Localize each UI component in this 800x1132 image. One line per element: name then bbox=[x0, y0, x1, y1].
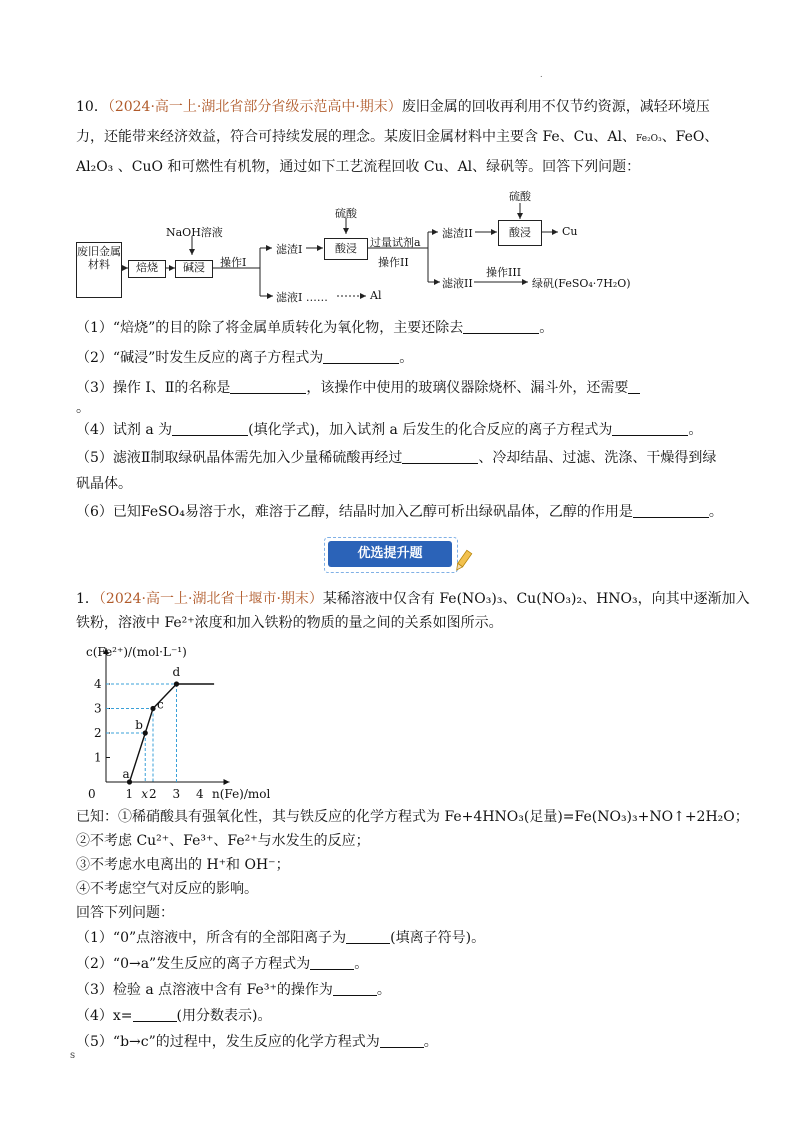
green-vitriol-label: 绿矾(FeSO₄·7H₂O) bbox=[532, 277, 631, 290]
q1-known-3: ③不考虑水电离出的 H⁺和 OH⁻； bbox=[76, 857, 290, 873]
acid-leach-1-box: 酸浸 bbox=[324, 238, 368, 260]
answer-blank[interactable] bbox=[633, 503, 709, 518]
x-tick-label: 1 bbox=[125, 787, 134, 800]
q10-part-5-cont: 矾晶体。 bbox=[76, 476, 132, 492]
q1-sub-3: （3）检验 a 点溶液中含有 Fe³⁺的操作为 。 bbox=[76, 982, 391, 998]
filtrate-2-label: 滤液II bbox=[442, 277, 473, 290]
operation-2-label: 操作II bbox=[378, 256, 409, 269]
answer-blank[interactable] bbox=[628, 379, 640, 394]
x-tick-label: 0 bbox=[88, 787, 96, 800]
q1-intro-line-2: 铁粉，溶液中 Fe²⁺浓度和加入铁粉的物质的量之间的关系如图所示。 bbox=[76, 615, 503, 631]
q1-number: 1． bbox=[76, 591, 99, 607]
answer-blank[interactable] bbox=[310, 955, 354, 970]
alkali-leach-box: 碱浸 bbox=[175, 260, 213, 278]
q1-known-2: ②不考虑 Cu²⁺、Fe³⁺、Fe²⁺与水发生的反应； bbox=[76, 833, 370, 849]
y-axis-title: c(Fe²⁺)/(mol·L⁻¹) bbox=[86, 645, 187, 659]
sulfuric-acid-1-label: 硫酸 bbox=[335, 207, 357, 220]
q10-part-6: （6）已知FeSO₄易溶于水，难溶于乙醇，结晶时加入乙醇可析出绿矾晶体，乙醇的作用是 。 bbox=[76, 504, 723, 520]
chart-axes bbox=[106, 648, 230, 782]
pencil-icon bbox=[452, 548, 474, 574]
page-top-mark: . bbox=[540, 70, 543, 79]
operation-3-label: 操作III bbox=[486, 266, 522, 279]
data-point-c bbox=[150, 706, 155, 711]
data-point-b bbox=[143, 730, 148, 735]
answer-blank[interactable] bbox=[612, 421, 688, 436]
answer-blank[interactable] bbox=[402, 449, 478, 464]
point-label-b: b bbox=[135, 718, 143, 732]
q1-sub-5: （5）“b→c”的过程中，发生反应的化学方程式为 。 bbox=[76, 1034, 438, 1050]
q1-known-1: 已知：①稀硝酸具有强氧化性，其与铁反应的化学方程式为 Fe+4HNO₃(足量)=Fe(NO₃)₃+NO↑+2H₂O； bbox=[76, 809, 749, 825]
residue-1-label: 滤渣I bbox=[276, 243, 303, 256]
q10-part-4: （4）试剂 a 为 (填化学式)，加入试剂 a 后发生的化合反应的离子方程式为 。 bbox=[76, 422, 703, 438]
answer-blank[interactable] bbox=[463, 319, 539, 334]
residue-2-label: 滤渣II bbox=[442, 227, 473, 240]
answer-blank[interactable] bbox=[323, 349, 399, 364]
q10-part-3-end: 。 bbox=[76, 400, 90, 416]
q10-part-3: （3）操作 Ⅰ、Ⅱ的名称是 ，该操作中使用的玻璃仪器除烧杯、漏斗外，还需要 bbox=[76, 378, 726, 398]
q10-intro-line-2 bbox=[76, 127, 726, 149]
feso4-formula: FeSO₄ bbox=[140, 504, 185, 520]
x-tick-label: 2 bbox=[149, 787, 157, 800]
q10-part-5: （5）滤液Ⅱ制取绿矾晶体需先加入少量稀硫酸再经过 、冷却结晶、过滤、洗涤、干燥得到绿 bbox=[76, 450, 717, 466]
point-label-c: c bbox=[157, 697, 164, 712]
chart-guide-lines bbox=[106, 684, 177, 782]
q10-intro-text-2b: 、FeO、 bbox=[661, 129, 719, 145]
cu-product-label: Cu bbox=[562, 225, 578, 238]
page-bottom-mark: s bbox=[70, 1050, 76, 1061]
point-label-a: a bbox=[122, 767, 130, 781]
q1-known-4: ④不考虑空气对反应的影响。 bbox=[76, 881, 258, 897]
fe2-concentration-chart bbox=[70, 640, 270, 800]
x-tick-label: x bbox=[141, 787, 149, 800]
sulfuric-acid-2-label: 硫酸 bbox=[509, 190, 531, 203]
answer-blank[interactable] bbox=[172, 421, 248, 436]
chart-svg bbox=[70, 640, 270, 800]
q1-sub-2: （2）“0→a”发生反应的离子方程式为 。 bbox=[76, 956, 369, 972]
answer-blank[interactable] bbox=[380, 1033, 424, 1048]
section-banner: 优选提升题 bbox=[328, 541, 452, 567]
chart-labels bbox=[86, 645, 270, 800]
y-tick-label: 4 bbox=[94, 677, 102, 691]
naoh-label: NaOH溶液 bbox=[166, 226, 223, 239]
point-label-d: d bbox=[172, 665, 181, 679]
q10-intro-text-1: 废旧金属的回收再利用不仅节约资源，减轻环境压 bbox=[401, 99, 710, 115]
answer-blank[interactable] bbox=[346, 929, 390, 944]
operation-1-label: 操作I bbox=[220, 256, 247, 269]
chart-series-line bbox=[127, 681, 214, 784]
q10-part-2: （2）“碱浸”时发生反应的离子方程式为 。 bbox=[76, 350, 414, 366]
process-flowchart bbox=[70, 190, 670, 310]
y-tick-label: 1 bbox=[94, 750, 102, 765]
q10-intro-line-3: Al₂O₃ 、CuO 和可燃性有机物，通过如下工艺流程回收 Cu、Al、绿矾等。回答下列问题： bbox=[76, 159, 641, 175]
acid-leach-2-box: 酸浸 bbox=[498, 220, 542, 246]
data-point-d bbox=[174, 681, 179, 686]
q10-fe2o3: Fe₂O₃ bbox=[636, 134, 662, 144]
q10-source: （2024·高一上·湖北省部分省级示范高中·期末） bbox=[107, 99, 402, 115]
q10-number: 10． bbox=[76, 99, 108, 115]
q10-intro-text-2: 力，还能带来经济效益，符合可持续发展的理念。某废旧金属材料中主要含 Fe、Cu、Al、 bbox=[76, 129, 636, 145]
y-tick-label: 3 bbox=[94, 701, 102, 716]
answer-blank[interactable] bbox=[333, 981, 377, 996]
x-axis-title: n(Fe)/mol bbox=[212, 787, 270, 800]
answer-blank[interactable] bbox=[133, 1007, 177, 1022]
q1-sub-1: （1）“0”点溶液中，所含有的全部阳离子为 (填离子符号)。 bbox=[76, 930, 486, 946]
x-tick-label: 4 bbox=[196, 787, 204, 800]
x-tick-label: 3 bbox=[172, 787, 181, 800]
excess-reagent-a-label: 过量试剂a bbox=[370, 236, 421, 249]
raw-material-box: 废旧金属材料 bbox=[76, 242, 122, 298]
q1-source: （2024·高一上·湖北省十堰市·期末） bbox=[98, 591, 323, 607]
al-product-label: Al bbox=[370, 289, 382, 302]
q10-intro-line-1 bbox=[76, 97, 726, 117]
y-tick-label: 2 bbox=[94, 726, 102, 740]
q10-part-1: （1）“焙烧”的目的除了将金属单质转化为氧化物，主要还除去 。 bbox=[76, 320, 554, 336]
answer-blank[interactable] bbox=[230, 379, 306, 394]
q1-intro-line-1: 1．（2024·高一上·湖北省十堰市·期末）某稀溶液中仅含有 Fe(NO₃)₃、Cu(NO₃)₂、HNO₃，向其中逐渐加入 bbox=[76, 591, 750, 607]
filtrate-1-label: 滤液I …… bbox=[276, 291, 328, 304]
roast-box: 焙烧 bbox=[128, 260, 166, 278]
q1-ask: 回答下列问题： bbox=[76, 905, 174, 921]
q1-sub-4: （4）x= (用分数表示)。 bbox=[76, 1008, 272, 1024]
